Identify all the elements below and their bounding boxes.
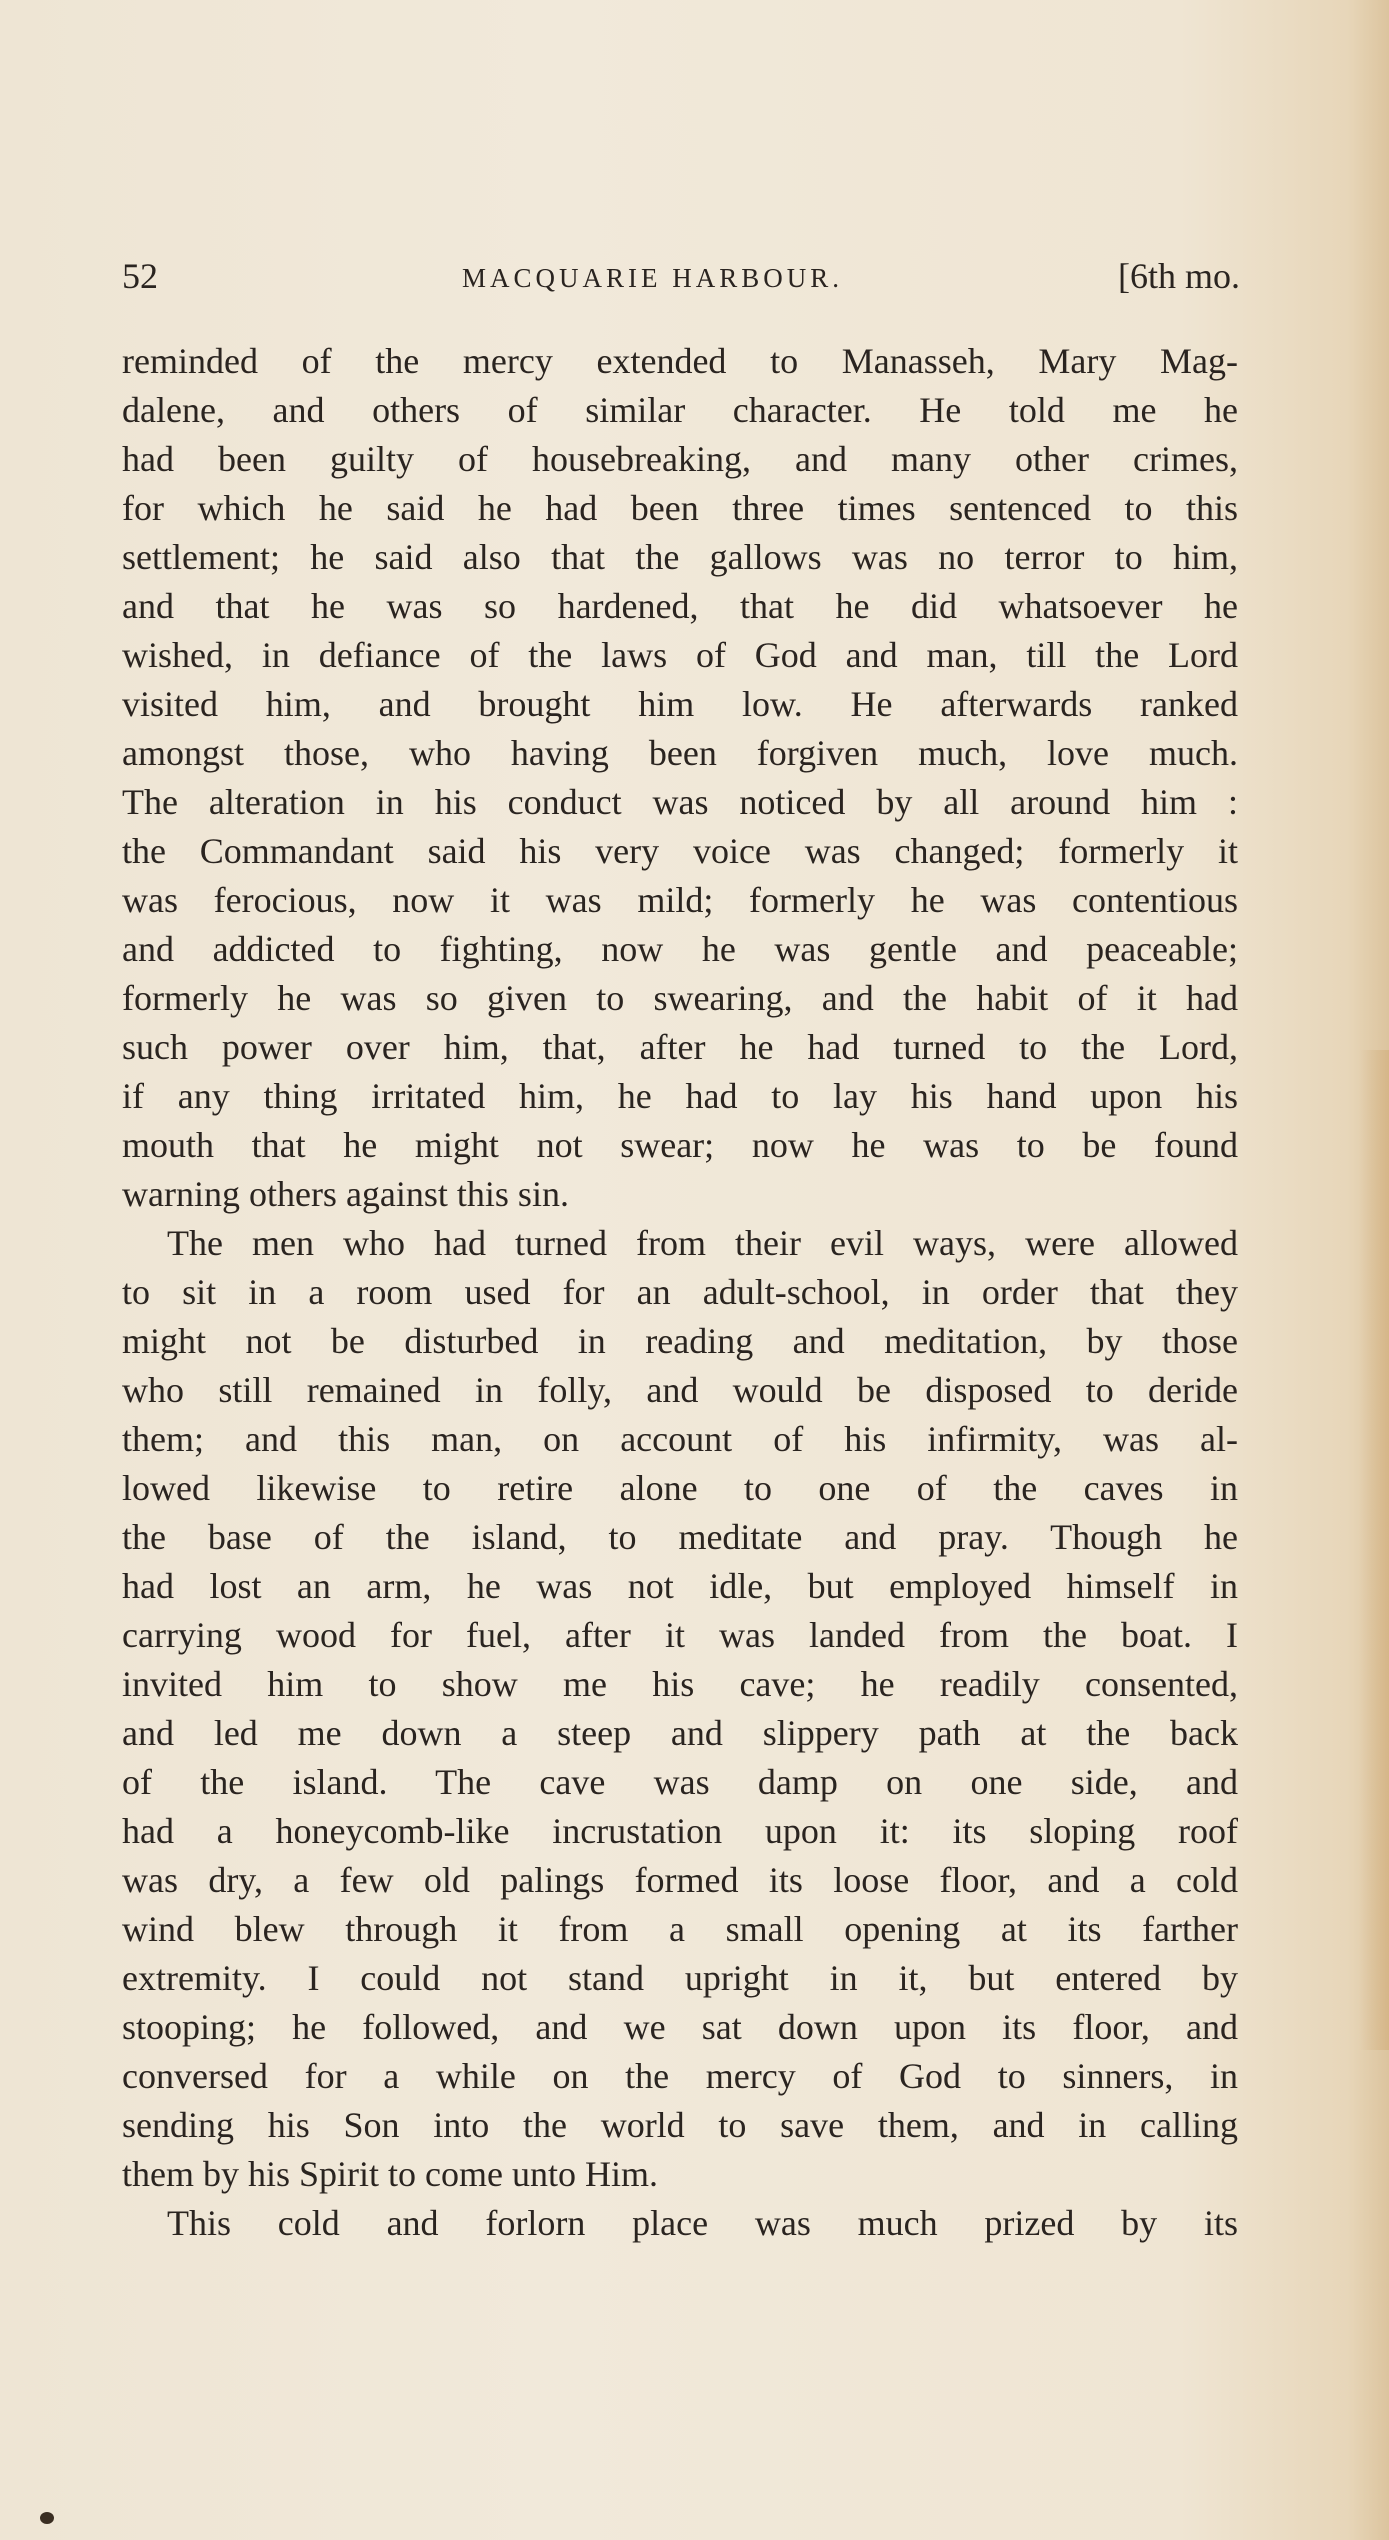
text-line: amongst those, who having been forgiven much, love much. — [122, 733, 1238, 773]
text-line: for which he said he had been three times sentenced to this — [122, 488, 1238, 528]
text-line: and led me down a steep and slippery path at the back — [122, 1713, 1238, 1753]
text-line: them by his Spirit to come unto Him. — [122, 2154, 658, 2194]
text-line: the base of the island, to meditate and pray. Though he — [122, 1517, 1238, 1557]
text-line: had a honeycomb-like incrustation upon it: its sloping roof — [122, 1811, 1238, 1851]
text-line: visited him, and brought him low. He afterwards ranked — [122, 684, 1238, 724]
text-line: to sit in a room used for an adult-school, in order that they — [122, 1272, 1238, 1312]
text-line: had been guilty of housebreaking, and many other crimes, — [122, 439, 1238, 479]
running-header — [122, 255, 1240, 305]
text-line: extremity. I could not stand upright in it, but entered by — [122, 1958, 1238, 1998]
running-title: MACQUARIE HARBOUR. — [462, 263, 844, 293]
page-edge-stain — [1359, 1050, 1389, 2050]
page-number: 52 — [122, 256, 158, 296]
text-line: mouth that he might not swear; now he was to be found — [122, 1125, 1238, 1165]
text-line: The men who had turned from their evil ways, were allowed — [167, 1223, 1238, 1263]
text-line: might not be disturbed in reading and meditation, by those — [122, 1321, 1238, 1361]
text-line: the Commandant said his very voice was changed; formerly it — [122, 831, 1238, 871]
ink-speck — [40, 2512, 54, 2524]
text-line: stooping; he followed, and we sat down upon its floor, and — [122, 2007, 1238, 2047]
text-line: invited him to show me his cave; he readily consented, — [122, 1664, 1238, 1704]
text-line: The alteration in his conduct was noticed by all around him : — [122, 782, 1238, 822]
text-line: was ferocious, now it was mild; formerly he was contentious — [122, 880, 1238, 920]
text-line: had lost an arm, he was not idle, but employed himself in — [122, 1566, 1238, 1606]
text-line: if any thing irritated him, he had to lay his hand upon his — [122, 1076, 1238, 1116]
text-line: warning others against this sin. — [122, 1174, 569, 1214]
running-date: [6th mo. — [1118, 256, 1240, 296]
text-line: settlement; he said also that the gallows was no terror to him, — [122, 537, 1238, 577]
text-line: wind blew through it from a small opening at its farther — [122, 1909, 1238, 1949]
text-line: carrying wood for fuel, after it was landed from the boat. I — [122, 1615, 1238, 1655]
text-line: sending his Son into the world to save them, and in calling — [122, 2105, 1238, 2145]
text-line: them; and this man, on account of his infirmity, was al- — [122, 1419, 1238, 1459]
text-line: lowed likewise to retire alone to one of the caves in — [122, 1468, 1238, 1508]
text-line: who still remained in folly, and would be disposed to deride — [122, 1370, 1238, 1410]
text-line: conversed for a while on the mercy of God to sinners, in — [122, 2056, 1238, 2096]
text-line: and addicted to fighting, now he was gentle and peaceable; — [122, 929, 1238, 969]
body-text — [122, 337, 1238, 2248]
text-line: formerly he was so given to swearing, and the habit of it had — [122, 978, 1238, 1018]
text-line: and that he was so hardened, that he did whatsoever he — [122, 586, 1238, 626]
text-line: wished, in defiance of the laws of God and man, till the Lord — [122, 635, 1238, 675]
text-line: of the island. The cave was damp on one side, and — [122, 1762, 1238, 1802]
text-line: This cold and forlorn place was much prized by its — [167, 2203, 1238, 2243]
text-line: reminded of the mercy extended to Manasseh, Mary Mag- — [122, 341, 1238, 381]
text-line: was dry, a few old palings formed its loose floor, and a cold — [122, 1860, 1238, 1900]
text-line: dalene, and others of similar character. He told me he — [122, 390, 1238, 430]
text-line: such power over him, that, after he had turned to the Lord, — [122, 1027, 1238, 1067]
